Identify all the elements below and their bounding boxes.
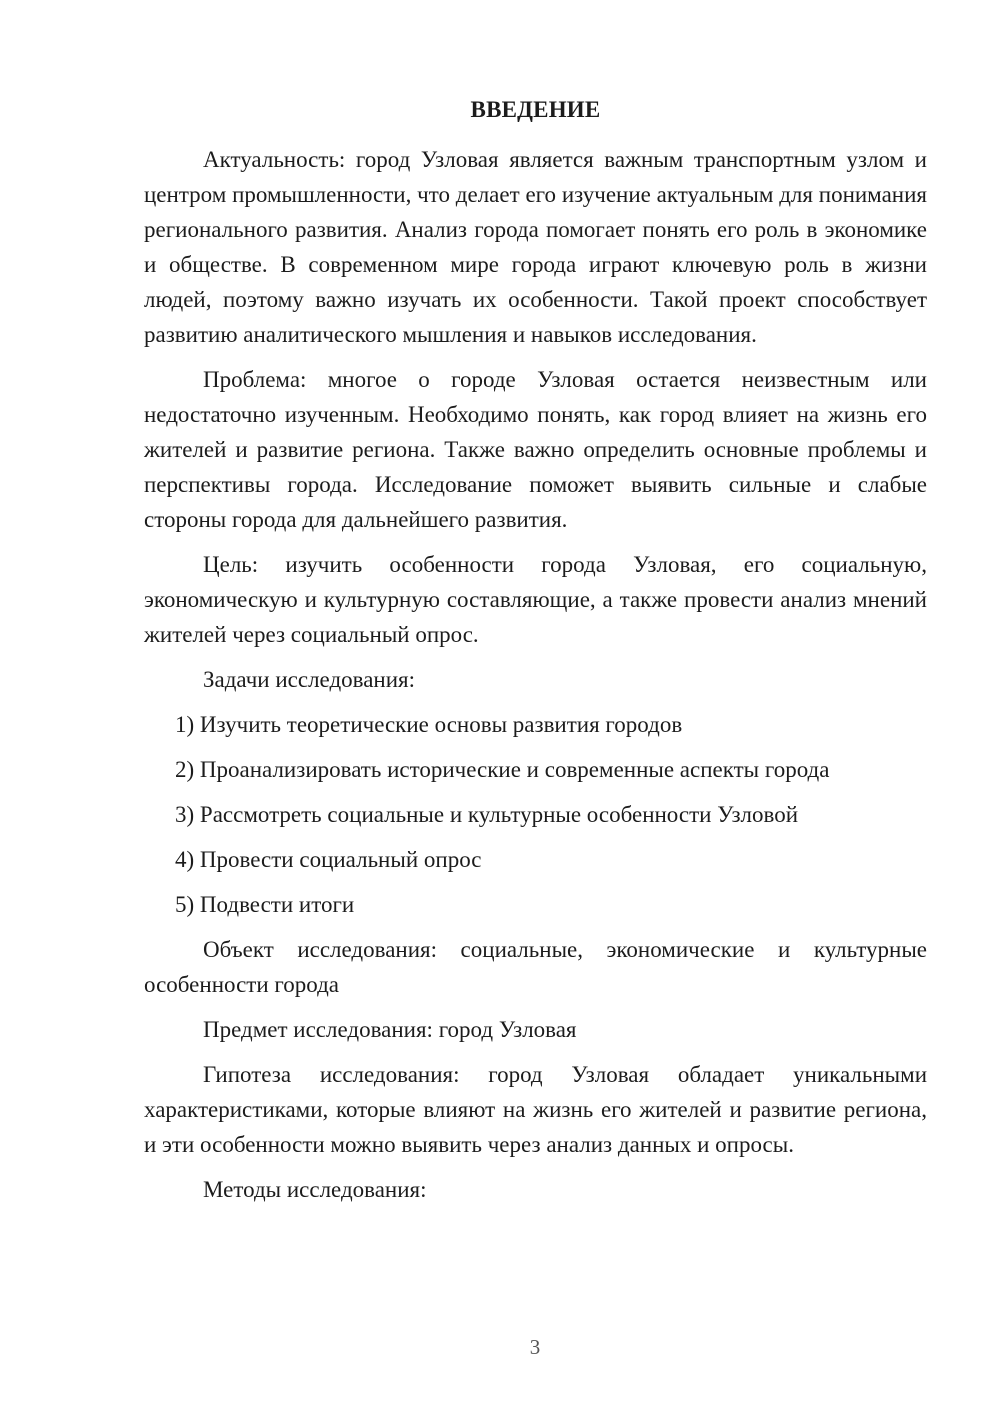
- tasks-heading: Задачи исследования:: [203, 667, 416, 692]
- task-text: Провести социальный опрос: [199, 847, 482, 872]
- task-number: 5): [175, 892, 195, 917]
- task-item: [144, 707, 927, 742]
- methods-heading: Методы исследования:: [203, 1177, 427, 1202]
- page-content: [144, 94, 927, 1217]
- task-text: Проанализировать исторические и современные аспекты города: [199, 757, 830, 782]
- task-text: Подвести итоги: [199, 892, 355, 917]
- page-number: 3: [529, 1335, 541, 1359]
- goal-paragraph: Цель: изучить особенности города Узловая, его социальную, экономическую и культурную составляющие, а также провести анализ мнений жителей через социальный опрос.: [144, 552, 927, 647]
- task-item: [144, 842, 927, 877]
- task-number: 1): [175, 712, 195, 737]
- page-title: ВВЕДЕНИЕ: [470, 97, 601, 122]
- task-number: 3): [175, 802, 195, 827]
- task-number: 2): [175, 757, 195, 782]
- problem-paragraph: Проблема: многое о городе Узловая остается неизвестным или недостаточно изученным. Необходимо понять, как город влияет на жизнь его жителей и развитие региона. Также важно определить основные проблемы и перспективы города. Исследование поможет выявить сильные и слабые стороны города для дальнейшего развития.: [144, 367, 927, 532]
- hypothesis-paragraph: Гипотеза исследования: город Узловая обладает уникальными характеристиками, которые влияют на жизнь его жителей и развитие региона, и эти особенности можно выявить через анализ данных и опросы.: [144, 1062, 927, 1157]
- task-item: [144, 752, 927, 787]
- task-item: [144, 887, 927, 922]
- task-number: 4): [175, 847, 195, 872]
- subject-paragraph: Предмет исследования: город Узловая: [203, 1017, 577, 1042]
- relevance-paragraph: Актуальность: город Узловая является важным транспортным узлом и центром промышленности, что делает его изучение актуальным для понимания регионального развития. Анализ города помогает понять его роль в экономике и обществе. В современном мире города играют ключевую роль в жизни людей, поэтому важно изучать их особенности. Такой проект способствует развитию аналитического мышления и навыков исследования.: [144, 147, 927, 347]
- task-text: Рассмотреть социальные и культурные особенности Узловой: [199, 802, 799, 827]
- object-paragraph: Объект исследования: социальные, экономические и культурные особенности города: [144, 937, 927, 997]
- task-item: [144, 797, 927, 832]
- task-text: Изучить теоретические основы развития городов: [199, 712, 683, 737]
